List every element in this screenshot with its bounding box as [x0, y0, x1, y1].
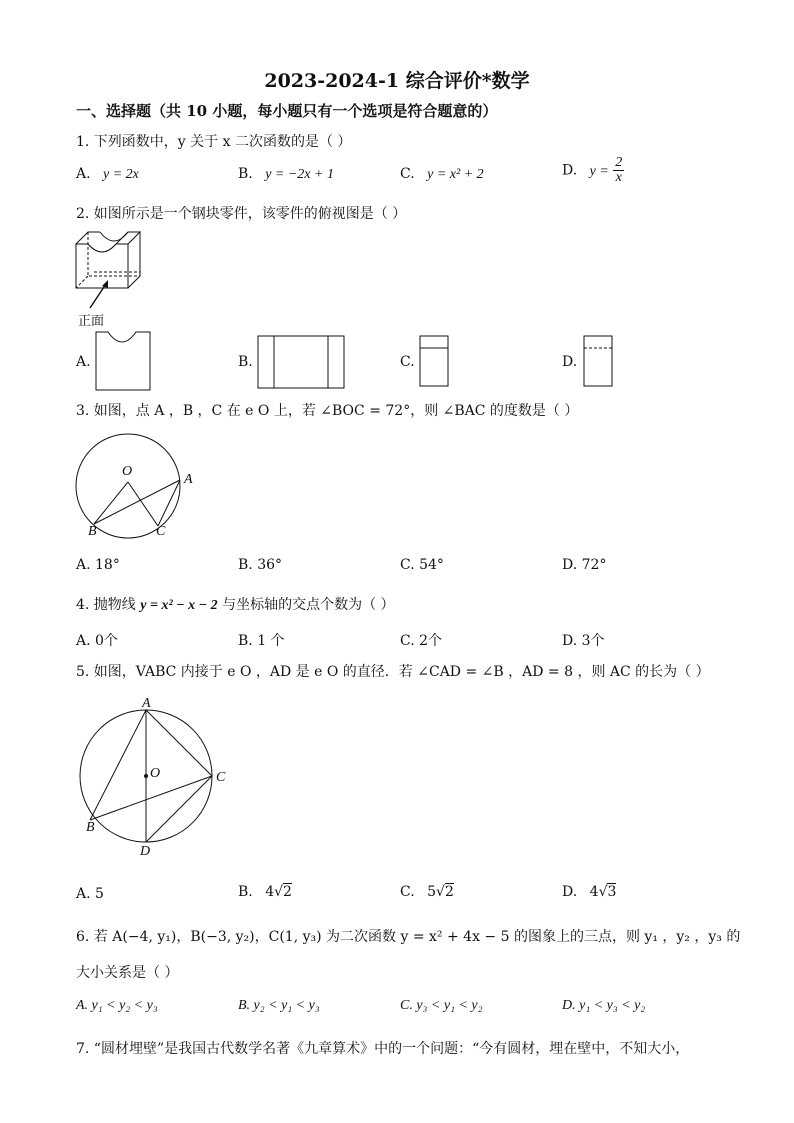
q5-option-d-coef: 4 [589, 884, 599, 900]
q5-option-c-sqrt-icon: √ [436, 884, 445, 900]
q1-option-c-label: C. [400, 166, 415, 182]
q1-option-d-lhs: y = [589, 163, 609, 179]
q3-point-a: A [184, 472, 193, 487]
q5-option-b-label: B. [238, 884, 253, 900]
q5-option-b[interactable] [238, 884, 292, 900]
q5-option-a[interactable]: A. 5 [76, 886, 104, 902]
q5-option-c-coef: 5 [427, 884, 437, 900]
q5-option-d-label: D. [562, 884, 578, 900]
q1-stem: 1. 下列函数中，y 关于 x 二次函数的是（ ） [76, 134, 352, 150]
q2-option-c-view[interactable] [418, 334, 452, 390]
q5-option-c-label: C. [400, 884, 415, 900]
q5-option-b-sqrt-icon: √ [274, 884, 284, 900]
q4-option-a[interactable]: A. 0个 [76, 633, 118, 649]
q2-option-a-view[interactable] [94, 330, 154, 394]
q1-option-b[interactable] [238, 166, 334, 183]
q2-option-b-view[interactable] [256, 334, 348, 392]
q1-option-d-fraction [613, 156, 624, 185]
q4-option-b[interactable]: B. 1 个 [238, 633, 285, 649]
q6-option-a[interactable]: A. y₁ < y₂ < y₃ [76, 998, 158, 1013]
front-arrow [84, 278, 114, 312]
q5-option-c-radicand: 2 [444, 884, 454, 900]
q1-option-d-label: D. [562, 162, 578, 179]
q5-stem: 5. 如图，VABC 内接于 e O ，AD 是 e O 的直径．若 ∠CAD = ∠B ，AD = 8 ，则 AC 的长为（ ） [76, 664, 710, 680]
q2-option-d-label[interactable]: D. [562, 354, 578, 370]
q6-stem-line2: 大小关系是（ ） [76, 965, 179, 981]
q1-option-d[interactable] [562, 156, 624, 185]
q5-point-o: O [150, 766, 161, 781]
q5-option-d-sqrt-icon: √ [598, 884, 608, 900]
q3-point-b: B [88, 524, 97, 539]
q5-option-b-coef: 4 [265, 884, 275, 900]
q5-option-d-radicand: 3 [607, 884, 617, 900]
q3-option-d[interactable]: D. 72° [562, 557, 607, 573]
q2-option-d-view[interactable] [582, 334, 616, 390]
q1-option-b-math: y = −2x + 1 [265, 167, 334, 182]
q5-point-b: B [86, 820, 95, 835]
q5-option-c[interactable] [400, 884, 454, 900]
q5-point-a: A [142, 696, 151, 711]
q1-option-c-math: y = x² + 2 [427, 167, 484, 182]
q2-option-a-label[interactable]: A. [76, 354, 91, 370]
q6-stem-line1: 6. 若 A(−4, y₁)，B(−3, y₂)，C(1, y₃) 为二次函数 y = x² + 4x − 5 的图象上的三点，则 y₁ ，y₂ ，y₃ 的 [76, 929, 741, 945]
q4-stem-prefix: 4. 抛物线 [76, 597, 141, 613]
q2-option-b-label[interactable]: B. [238, 354, 253, 370]
front-label: 正面 [78, 314, 105, 329]
q5-point-c: C [216, 770, 226, 785]
q1-option-d-numerator: 2 [615, 155, 623, 170]
section-heading: 一、选择题（共 10 小题，每小题只有一个选项是符合题意的） [76, 102, 498, 120]
q1-option-a[interactable] [76, 166, 139, 183]
q6-option-c[interactable]: C. y₃ < y₁ < y₂ [400, 998, 483, 1013]
q3-option-a[interactable]: A. 18° [76, 557, 120, 573]
q1-option-c[interactable] [400, 166, 484, 183]
q3-point-o: O [122, 464, 133, 479]
q3-point-c: C [156, 524, 166, 539]
q4-stem-suffix: 与坐标轴的交点个数为（ ） [217, 597, 395, 613]
q6-option-b[interactable]: B. y₂ < y₁ < y₃ [238, 998, 320, 1013]
q7-stem: 7. “圆材埋壁”是我国古代数学名著《九章算术》中的一个问题：“今有圆材，埋在壁中，不知大小， [76, 1041, 690, 1057]
q1-option-a-label: A. [76, 166, 91, 182]
q5-point-d: D [140, 844, 151, 859]
q3-stem: 3. 如图，点 A ，B ，C 在 e O 上，若 ∠BOC = 72°，则 ∠BAC 的度数是（ ） [76, 403, 579, 419]
q5-option-b-radicand: 2 [283, 884, 292, 900]
q6-option-d[interactable]: D. y₁ < y₃ < y₂ [562, 998, 646, 1013]
q4-stem-math: y = x² − x − 2 [140, 598, 218, 613]
page-title: 2023-2024-1 综合评价*数学 [264, 70, 530, 92]
q1-option-b-label: B. [238, 166, 253, 182]
q5-option-d[interactable] [562, 884, 616, 900]
q4-option-d[interactable]: D. 3个 [562, 633, 605, 649]
q4-stem [76, 594, 395, 614]
q2-option-c-label[interactable]: C. [400, 354, 415, 370]
q1-option-d-denominator: x [615, 170, 622, 185]
q3-option-b[interactable]: B. 36° [238, 557, 283, 573]
q4-option-c[interactable]: C. 2个 [400, 633, 443, 649]
q1-option-a-math: y = 2x [103, 167, 139, 182]
q2-stem: 2. 如图所示是一个钢块零件，该零件的俯视图是（ ） [76, 206, 407, 222]
q3-option-c[interactable]: C. 54° [400, 557, 444, 573]
